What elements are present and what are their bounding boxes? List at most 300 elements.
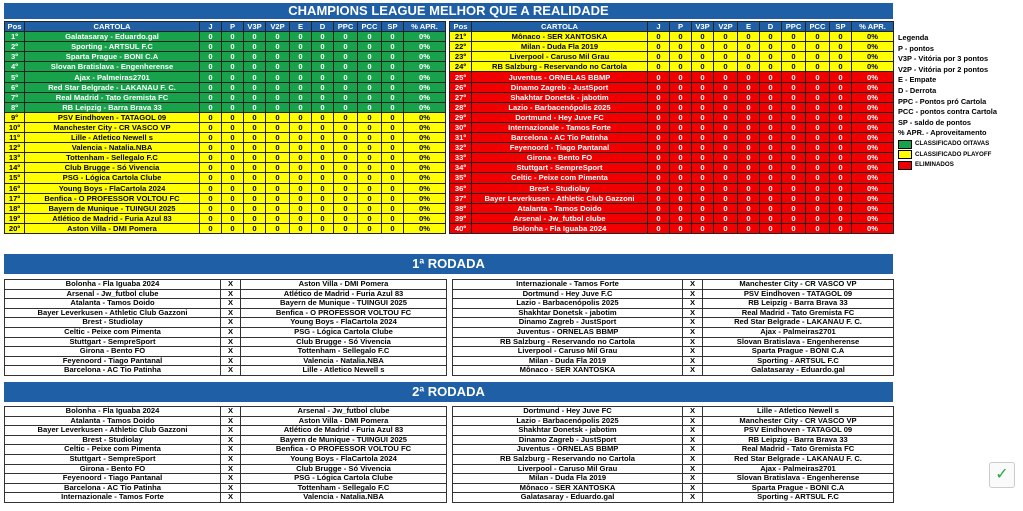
stat-cell: 0 [648, 223, 670, 233]
stat-cell: 0 [312, 52, 334, 62]
stat-cell: 0 [222, 82, 244, 92]
stat-cell: 0 [382, 62, 404, 72]
home-team-cell: RB Salzburg - Reservando no Cartola [453, 454, 683, 464]
stat-cell: 0 [200, 82, 222, 92]
stat-cell: 0 [714, 42, 738, 52]
home-team-cell: Barcelona - AC Tio Patinha [5, 366, 221, 376]
stat-cell: 0 [714, 203, 738, 213]
stat-cell: 0 [692, 72, 714, 82]
percent-cell: 0% [852, 173, 894, 183]
percent-cell: 0% [404, 213, 446, 223]
stat-cell: 0 [806, 223, 830, 233]
stat-cell: 0 [670, 102, 692, 112]
standings-row [450, 203, 894, 213]
stat-cell: 0 [312, 173, 334, 183]
stat-cell: 0 [244, 72, 266, 82]
stat-cell: 0 [358, 133, 382, 143]
stat-cell: 0 [830, 112, 852, 122]
stat-cell: 0 [714, 143, 738, 153]
away-team-cell: Valencia - Natalia.NBA [241, 356, 447, 366]
away-team-cell: PSV Eindhoven - TATAGOL 09 [703, 426, 894, 436]
stat-cell: 0 [382, 223, 404, 233]
percent-cell: 0% [404, 223, 446, 233]
stat-cell: 0 [290, 92, 312, 102]
stat-cell: 0 [358, 203, 382, 213]
stat-cell: 0 [358, 62, 382, 72]
stat-cell: 0 [382, 72, 404, 82]
away-team-cell: Atlético de Madrid - Furia Azul 83 [241, 426, 447, 436]
versus-cell: X [683, 327, 703, 337]
versus-cell: X [221, 299, 241, 309]
stat-cell: 0 [760, 52, 782, 62]
stat-cell: 0 [714, 82, 738, 92]
position-cell: 22º [450, 42, 472, 52]
stat-cell: 0 [334, 193, 358, 203]
match-row [5, 308, 894, 318]
team-cell: Stuttgart - SempreSport [472, 163, 648, 173]
standings-row [5, 112, 446, 122]
stat-cell: 0 [266, 92, 290, 102]
stat-cell: 0 [806, 122, 830, 132]
percent-cell: 0% [852, 213, 894, 223]
percent-cell: 0% [404, 163, 446, 173]
home-team-cell: Stuttgart - SempreSport [5, 454, 221, 464]
round-1-matches [4, 279, 894, 376]
standings-row [5, 102, 446, 112]
legend-item: E - Empate [898, 75, 937, 85]
stat-cell: 0 [782, 213, 806, 223]
away-team-cell: RB Leipzig - Barra Brava 33 [703, 435, 894, 445]
stat-cell: 0 [222, 42, 244, 52]
stat-cell: 0 [200, 223, 222, 233]
home-team-cell: Milan - Duda Fla 2019 [453, 474, 683, 484]
away-team-cell: Aston Villa - DMI Pomera [241, 416, 447, 426]
away-team-cell: Red Star Belgrade - LAKANAU F. C. [703, 454, 894, 464]
stat-cell: 0 [738, 223, 760, 233]
home-team-cell: Milan - Duda Fla 2019 [453, 356, 683, 366]
home-team-cell: Brest - Studiolay [5, 318, 221, 328]
position-cell: 31º [450, 133, 472, 143]
stat-cell: 0 [382, 133, 404, 143]
standings-row [5, 42, 446, 52]
away-team-cell: Real Madrid - Tato Gremista FC [703, 308, 894, 318]
home-team-cell: Dinamo Zagreb - JustSport [453, 435, 683, 445]
away-team-cell: Manchester City - CR VASCO VP [703, 416, 894, 426]
stat-cell: 0 [358, 193, 382, 203]
home-team-cell: Bayer Leverkusen - Athletic Club Gazzoni [5, 308, 221, 318]
stat-cell: 0 [670, 143, 692, 153]
round-2-matches [4, 406, 894, 503]
stat-cell: 0 [692, 92, 714, 102]
stat-cell: 0 [222, 173, 244, 183]
match-row [5, 289, 894, 299]
stat-cell: 0 [738, 183, 760, 193]
percent-cell: 0% [404, 72, 446, 82]
stat-cell: 0 [782, 203, 806, 213]
stat-cell: 0 [648, 112, 670, 122]
stat-cell: 0 [266, 203, 290, 213]
stat-cell: 0 [782, 82, 806, 92]
stat-cell: 0 [266, 193, 290, 203]
stat-cell: 0 [648, 82, 670, 92]
stat-cell: 0 [782, 163, 806, 173]
stat-cell: 0 [782, 143, 806, 153]
stat-cell: 0 [738, 112, 760, 122]
check-icon[interactable]: ✓ [989, 462, 1015, 488]
stat-cell: 0 [714, 133, 738, 143]
percent-cell: 0% [852, 223, 894, 233]
stat-cell: 0 [830, 62, 852, 72]
percent-cell: 0% [404, 92, 446, 102]
legend-swatch [898, 150, 912, 159]
stat-cell: 0 [200, 62, 222, 72]
stat-cell: 0 [290, 163, 312, 173]
stat-cell: 0 [738, 122, 760, 132]
legend-item: % APR. - Aproveitamento [898, 128, 987, 138]
home-team-cell: Internazionale - Tamos Forte [453, 280, 683, 290]
stat-cell: 0 [266, 173, 290, 183]
stat-cell: 0 [334, 143, 358, 153]
standings-row [450, 153, 894, 163]
position-cell: 11º [5, 133, 25, 143]
position-cell: 35º [450, 173, 472, 183]
stat-cell: 0 [670, 92, 692, 102]
stat-cell: 0 [312, 42, 334, 52]
home-team-cell: Stuttgart - SempreSport [5, 337, 221, 347]
stat-cell: 0 [738, 42, 760, 52]
stat-cell: 0 [830, 143, 852, 153]
stat-cell: 0 [334, 52, 358, 62]
header-cell: D [760, 22, 782, 32]
team-cell: Bolonha - Fla Iguaba 2024 [472, 223, 648, 233]
team-cell: RB Salzburg - Reservando no Cartola [472, 62, 648, 72]
stat-cell: 0 [382, 183, 404, 193]
stat-cell: 0 [312, 203, 334, 213]
versus-cell: X [683, 280, 703, 290]
stat-cell: 0 [312, 133, 334, 143]
team-cell: Brest - Studiolay [472, 183, 648, 193]
stat-cell: 0 [806, 193, 830, 203]
header-cell: PCC [358, 22, 382, 32]
stat-cell: 0 [222, 52, 244, 62]
stat-cell: 0 [334, 112, 358, 122]
standings-row [450, 163, 894, 173]
versus-cell: X [221, 483, 241, 493]
stat-cell: 0 [714, 213, 738, 223]
position-cell: 4º [5, 62, 25, 72]
position-cell: 6º [5, 82, 25, 92]
stat-cell: 0 [714, 72, 738, 82]
position-cell: 16º [5, 183, 25, 193]
stat-cell: 0 [244, 82, 266, 92]
stat-cell: 0 [382, 193, 404, 203]
stat-cell: 0 [222, 92, 244, 102]
stat-cell: 0 [670, 213, 692, 223]
stat-cell: 0 [222, 193, 244, 203]
stat-cell: 0 [692, 42, 714, 52]
stat-cell: 0 [830, 102, 852, 112]
stat-cell: 0 [782, 153, 806, 163]
standings-row [450, 72, 894, 82]
stat-cell: 0 [290, 143, 312, 153]
stat-cell: 0 [830, 42, 852, 52]
team-cell: PSV Eindhoven - TATAGOL 09 [25, 112, 200, 122]
stat-cell: 0 [382, 52, 404, 62]
stat-cell: 0 [334, 133, 358, 143]
percent-cell: 0% [852, 203, 894, 213]
team-cell: Valencia - Natalia.NBA [25, 143, 200, 153]
stat-cell: 0 [670, 173, 692, 183]
stat-cell: 0 [782, 92, 806, 102]
away-team-cell: Atlético de Madrid - Furia Azul 83 [241, 289, 447, 299]
stat-cell: 0 [806, 203, 830, 213]
team-cell: Juventus - ORNELAS BBMP [472, 72, 648, 82]
header-cell: SP [382, 22, 404, 32]
percent-cell: 0% [404, 32, 446, 42]
page-title: CHAMPIONS LEAGUE MELHOR QUE A REALIDADE [4, 3, 893, 19]
position-cell: 37º [450, 193, 472, 203]
stat-cell: 0 [648, 62, 670, 72]
standings-row [5, 213, 446, 223]
versus-cell: X [683, 407, 703, 417]
stat-cell: 0 [358, 173, 382, 183]
stat-cell: 0 [334, 42, 358, 52]
home-team-cell: RB Salzburg - Reservando no Cartola [453, 337, 683, 347]
stat-cell: 0 [648, 52, 670, 62]
position-cell: 26º [450, 82, 472, 92]
stat-cell: 0 [830, 133, 852, 143]
team-cell: Feyenoord - Tiago Pantanal [472, 143, 648, 153]
away-team-cell: Bayern de Munique - TUINGUI 2025 [241, 299, 447, 309]
stat-cell: 0 [692, 32, 714, 42]
standings-row [450, 133, 894, 143]
stat-cell: 0 [290, 42, 312, 52]
standings-row [5, 183, 446, 193]
stat-cell: 0 [714, 92, 738, 102]
stat-cell: 0 [200, 183, 222, 193]
stat-cell: 0 [244, 173, 266, 183]
percent-cell: 0% [404, 82, 446, 92]
stat-cell: 0 [806, 82, 830, 92]
away-team-cell: PSG - Lógica Cartola Clube [241, 474, 447, 484]
legend-zone-label: CLASSIFICADO OITAVAS [915, 139, 990, 147]
stat-cell: 0 [290, 52, 312, 62]
home-team-cell: Bolonha - Fla Iguaba 2024 [5, 407, 221, 417]
stat-cell: 0 [200, 32, 222, 42]
stat-cell: 0 [806, 173, 830, 183]
home-team-cell: Feyenoord - Tiago Pantanal [5, 474, 221, 484]
standings-row [5, 133, 446, 143]
away-team-cell: Sporting - ARTSUL F.C [703, 493, 894, 503]
stat-cell: 0 [358, 183, 382, 193]
stat-cell: 0 [382, 42, 404, 52]
stat-cell: 0 [806, 183, 830, 193]
versus-cell: X [221, 426, 241, 436]
versus-cell: X [221, 347, 241, 357]
stat-cell: 0 [648, 42, 670, 52]
stat-cell: 0 [358, 122, 382, 132]
stat-cell: 0 [290, 193, 312, 203]
stat-cell: 0 [382, 143, 404, 153]
versus-cell: X [683, 454, 703, 464]
stat-cell: 0 [266, 112, 290, 122]
match-row [5, 356, 894, 366]
stat-cell: 0 [290, 213, 312, 223]
standings-row [5, 163, 446, 173]
stat-cell: 0 [830, 173, 852, 183]
stat-cell: 0 [222, 112, 244, 122]
stat-cell: 0 [760, 193, 782, 203]
legend-item: PPC - Pontos pró Cartola [898, 96, 987, 106]
stat-cell: 0 [358, 92, 382, 102]
away-team-cell: Red Star Belgrade - LAKANAU F. C. [703, 318, 894, 328]
header-cell: SP [830, 22, 852, 32]
position-cell: 34º [450, 163, 472, 173]
stat-cell: 0 [806, 133, 830, 143]
stat-cell: 0 [648, 102, 670, 112]
stat-cell: 0 [266, 82, 290, 92]
versus-cell: X [221, 289, 241, 299]
stat-cell: 0 [738, 163, 760, 173]
team-cell: Dinamo Zagreb - JustSport [472, 82, 648, 92]
position-cell: 5º [5, 72, 25, 82]
position-cell: 9º [5, 112, 25, 122]
match-row [5, 299, 894, 309]
percent-cell: 0% [404, 52, 446, 62]
legend-zone-label: CLASSIFICADO PLAYOFF [915, 150, 992, 158]
stat-cell: 0 [760, 163, 782, 173]
stat-cell: 0 [830, 223, 852, 233]
standings-row [450, 112, 894, 122]
team-cell: Aston Villa - DMI Pomera [25, 223, 200, 233]
stat-cell: 0 [670, 203, 692, 213]
stat-cell: 0 [760, 112, 782, 122]
standings-row [450, 32, 894, 42]
away-team-cell: Ajax - Palmeiras2701 [703, 327, 894, 337]
team-cell: Tottenham - Sellegalo F.C [25, 153, 200, 163]
stat-cell: 0 [334, 102, 358, 112]
versus-cell: X [683, 366, 703, 376]
stat-cell: 0 [714, 173, 738, 183]
stat-cell: 0 [358, 42, 382, 52]
team-cell: Dortmund - Hey Juve FC [472, 112, 648, 122]
versus-cell: X [221, 493, 241, 503]
stat-cell: 0 [200, 112, 222, 122]
percent-cell: 0% [852, 143, 894, 153]
stat-cell: 0 [290, 223, 312, 233]
position-cell: 39º [450, 213, 472, 223]
position-cell: 19º [5, 213, 25, 223]
stat-cell: 0 [738, 153, 760, 163]
stat-cell: 0 [760, 102, 782, 112]
home-team-cell: Bolonha - Fla Iguaba 2024 [5, 280, 221, 290]
standings-header-row [450, 22, 894, 32]
home-team-cell: Shakhtar Donetsk - jabotim [453, 308, 683, 318]
stat-cell: 0 [266, 72, 290, 82]
versus-cell: X [683, 308, 703, 318]
percent-cell: 0% [852, 32, 894, 42]
stat-cell: 0 [290, 203, 312, 213]
stat-cell: 0 [830, 72, 852, 82]
stat-cell: 0 [200, 92, 222, 102]
stat-cell: 0 [830, 183, 852, 193]
position-cell: 24º [450, 62, 472, 72]
team-cell: Sporting - ARTSUL F.C [25, 42, 200, 52]
stat-cell: 0 [244, 122, 266, 132]
versus-cell: X [221, 464, 241, 474]
team-cell: Celtic - Peixe com Pimenta [472, 173, 648, 183]
home-team-cell: Lazio - Barbacenópolis 2025 [453, 416, 683, 426]
stat-cell: 0 [714, 122, 738, 132]
stat-cell: 0 [692, 213, 714, 223]
position-cell: 3º [5, 52, 25, 62]
stat-cell: 0 [830, 203, 852, 213]
standings-row [450, 183, 894, 193]
percent-cell: 0% [404, 62, 446, 72]
stat-cell: 0 [222, 223, 244, 233]
percent-cell: 0% [852, 163, 894, 173]
stat-cell: 0 [334, 203, 358, 213]
stat-cell: 0 [806, 72, 830, 82]
stat-cell: 0 [382, 32, 404, 42]
away-team-cell: Galatasaray - Eduardo.gal [703, 366, 894, 376]
stat-cell: 0 [806, 92, 830, 102]
stat-cell: 0 [692, 62, 714, 72]
match-row [5, 318, 894, 328]
stat-cell: 0 [312, 72, 334, 82]
stat-cell: 0 [312, 163, 334, 173]
stat-cell: 0 [200, 173, 222, 183]
stat-cell: 0 [312, 82, 334, 92]
stat-cell: 0 [200, 143, 222, 153]
stat-cell: 0 [200, 52, 222, 62]
versus-cell: X [221, 356, 241, 366]
percent-cell: 0% [852, 193, 894, 203]
stat-cell: 0 [244, 223, 266, 233]
stat-cell: 0 [714, 112, 738, 122]
stat-cell: 0 [266, 153, 290, 163]
away-team-cell: Lille - Atletico Newell s [703, 407, 894, 417]
stat-cell: 0 [738, 52, 760, 62]
away-team-cell: Bayern de Munique - TUINGUI 2025 [241, 435, 447, 445]
team-cell: Lazio - Barbacenópolis 2025 [472, 102, 648, 112]
stat-cell: 0 [760, 92, 782, 102]
stat-cell: 0 [312, 112, 334, 122]
match-row [5, 493, 894, 503]
stat-cell: 0 [648, 173, 670, 183]
header-cell: Pos [5, 22, 25, 32]
stat-cell: 0 [222, 32, 244, 42]
home-team-cell: Mônaco - SER XANTOSKA [453, 483, 683, 493]
stat-cell: 0 [200, 193, 222, 203]
stat-cell: 0 [692, 163, 714, 173]
percent-cell: 0% [404, 42, 446, 52]
stat-cell: 0 [222, 183, 244, 193]
match-row [5, 280, 894, 290]
percent-cell: 0% [404, 112, 446, 122]
stat-cell: 0 [648, 122, 670, 132]
stat-cell: 0 [200, 133, 222, 143]
stat-cell: 0 [312, 122, 334, 132]
percent-cell: 0% [404, 193, 446, 203]
team-cell: Shakhtar Donetsk - jabotim [472, 92, 648, 102]
stat-cell: 0 [244, 32, 266, 42]
home-team-cell: Atalanta - Tamos Doido [5, 416, 221, 426]
versus-cell: X [683, 318, 703, 328]
legend-zone [898, 139, 1023, 150]
stat-cell: 0 [738, 173, 760, 183]
position-cell: 15º [5, 173, 25, 183]
